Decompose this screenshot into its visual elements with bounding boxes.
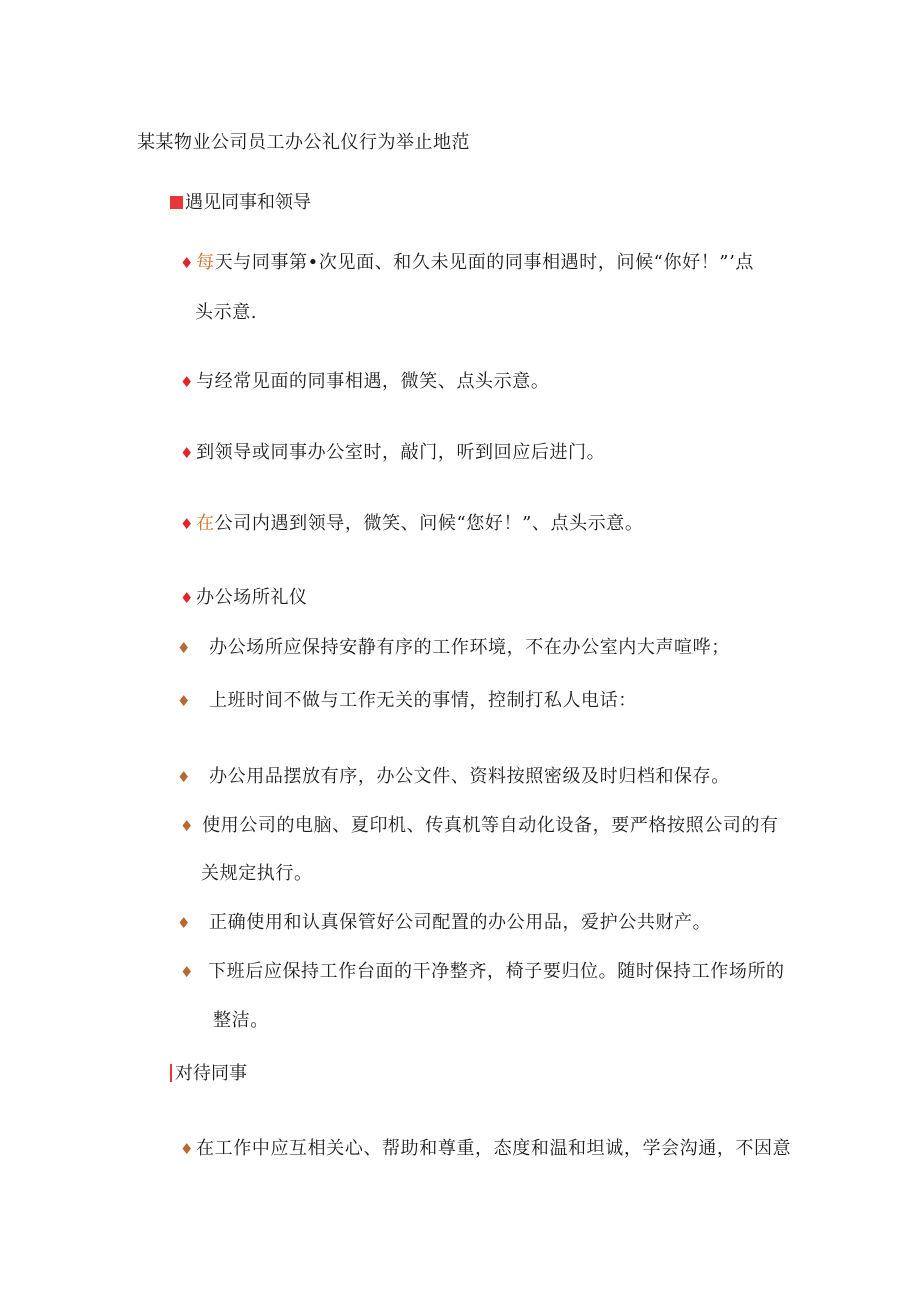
diamond-bullet-icon: ♦ xyxy=(177,768,192,786)
list-item-text: 在工作中应互相关心、帮助和尊重，态度和温和坦诚，学会沟通，不因意 xyxy=(196,1138,792,1159)
list-item-text: 办公场所应保持安静有序的工作环境，不在办公室内大声喧哗； xyxy=(209,637,730,658)
list-item xyxy=(177,908,711,934)
list-item xyxy=(180,583,308,609)
list-item-text: 办公用品摆放有序，办公文件、资料按照密级及时归档和保存。 xyxy=(209,766,730,787)
section-heading-colleagues xyxy=(170,1059,247,1085)
diamond-bullet-icon: ♦ xyxy=(180,1140,195,1158)
list-item-continuation: 整洁。 xyxy=(213,1010,269,1031)
list-item xyxy=(180,1134,791,1160)
section-heading-meet xyxy=(170,188,311,214)
list-item xyxy=(180,811,779,837)
section-heading-text: 对待同事 xyxy=(175,1063,247,1084)
list-item xyxy=(180,367,549,393)
list-item-text: 天与同事第•次见面、和久未见面的同事相遇时，问候“你好！”’点 xyxy=(214,252,755,273)
list-item xyxy=(180,509,643,535)
square-bullet-icon xyxy=(170,196,183,209)
list-item xyxy=(177,686,637,712)
list-item-text: 使用公司的电脑、夏印机、传真机等自动化设备，要严格按照公司的有 xyxy=(202,815,779,836)
list-item xyxy=(177,762,730,788)
list-item-text: 与经常见面的同事相遇，微笑、点头示意。 xyxy=(196,371,550,392)
list-item-first-char: 在 xyxy=(196,513,215,534)
list-item-text: 上班时间不做与工作无关的事情，控制打私人电话： xyxy=(209,690,637,711)
diamond-bullet-icon: ♦ xyxy=(177,692,192,710)
list-item-text: 正确使用和认真保管好公司配置的办公用品，爱护公共财产。 xyxy=(209,912,712,933)
list-item-text: 下班后应保持工作台面的干净整齐，椅子要归位。随时保持工作场所的 xyxy=(208,961,785,982)
list-item xyxy=(180,957,785,983)
list-item-continuation: 关规定执行。 xyxy=(201,863,313,884)
list-item-text: 到领导或同事办公室时，敲门，听到回应后进门。 xyxy=(196,442,606,463)
list-item xyxy=(180,248,754,274)
diamond-bullet-icon: ♦ xyxy=(180,254,195,272)
diamond-bullet-icon: ♦ xyxy=(180,444,195,462)
diamond-bullet-icon: ♦ xyxy=(180,373,195,391)
diamond-bullet-icon: ♦ xyxy=(180,589,195,607)
diamond-bullet-icon: ♦ xyxy=(180,963,195,981)
section-heading-text: 遇见同事和领导 xyxy=(185,192,311,213)
page-title: 某某物业公司员工办公礼仪行为举止地范 xyxy=(137,132,470,153)
diamond-bullet-icon: ♦ xyxy=(180,817,195,835)
diamond-bullet-icon: ♦ xyxy=(177,914,192,932)
diamond-bullet-icon: ♦ xyxy=(180,515,195,533)
list-item xyxy=(180,438,605,464)
list-item xyxy=(177,633,730,659)
list-item-continuation: 头示意. xyxy=(195,302,258,323)
list-item-first-char: 每 xyxy=(196,252,215,273)
diamond-bullet-icon: ♦ xyxy=(177,639,192,657)
list-item-text: 办公场所礼仪 xyxy=(196,587,308,608)
list-item-text: 公司内遇到领导，微笑、问候“您好！”、点头示意。 xyxy=(214,513,644,534)
bar-bullet-icon xyxy=(170,1064,172,1082)
